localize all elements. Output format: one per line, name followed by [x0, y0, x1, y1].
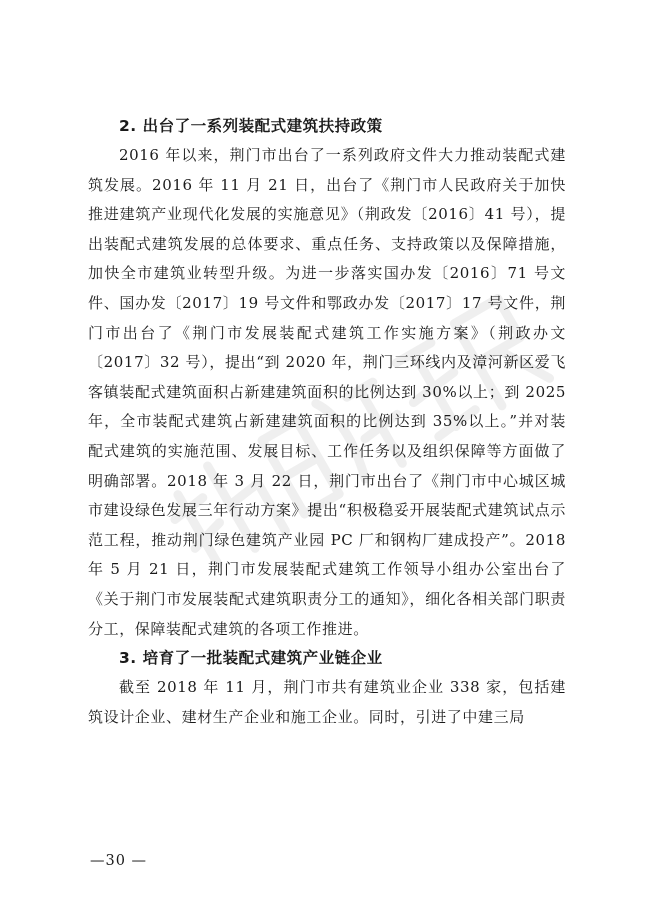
document-body — [88, 112, 566, 732]
section-heading-policies: 2. 出台了一系列装配式建筑扶持政策 — [119, 117, 383, 135]
section-paragraph-policies: 2016 年以来，荆门市出台了一系列政府文件大力推动装配式建筑发展。2016 年 11 月 21 日，出台了《荆门市人民政府关于加快推进建筑产业现代化发展的实施意见》（荆政发〔2016〕41 号），提出装配式建筑发展的总体要求、重点任务、支持政策以及保障措施，加快全市建筑业转型升级。为进一步落实国办发〔2016〕71 号文件、国办发〔2017〕19 号文件和鄂政办发〔2017〕17 号文件，荆门市出台了《荆门市发展装配式建筑工作实施方案》（荆政办文〔2017〕32 号），提出“到 2020 年，荆门三环线内及漳河新区爱飞客镇装配式建筑面积占新建建筑面积的比例达到 30%以上；到 2025 年，全市装配式建筑占新建建筑面积的比例达到 35%以上。”并对装配式建筑的实施范围、发展目标、工作任务以及组织保障等方面做了明确部署。2018 年 3 月 22 日，荆门市出台了《荆门市中心城区城市建设绿色发展三年行动方案》提出“积极稳妥开展装配式建筑试点示范工程，推动荆门绿色建筑产业园 PC 厂和钢构厂建成投产”。2018 年 5 月 21 日，荆门市发展装配式建筑工作领导小组办公室出台了《关于荆门市发展装配式建筑职责分工的通知》，细化各相关部门职责分工，保障装配式建筑的各项工作推进。 — [88, 146, 566, 638]
section-paragraph-enterprises: 截至 2018 年 11 月，荆门市共有建筑业企业 338 家，包括建筑设计企业、建材生产企业和施工企业。同时，引进了中建三局 — [88, 678, 566, 726]
section-heading-enterprises: 3. 培育了一批装配式建筑产业链企业 — [119, 649, 383, 668]
page-number: —30 — — [90, 853, 148, 869]
